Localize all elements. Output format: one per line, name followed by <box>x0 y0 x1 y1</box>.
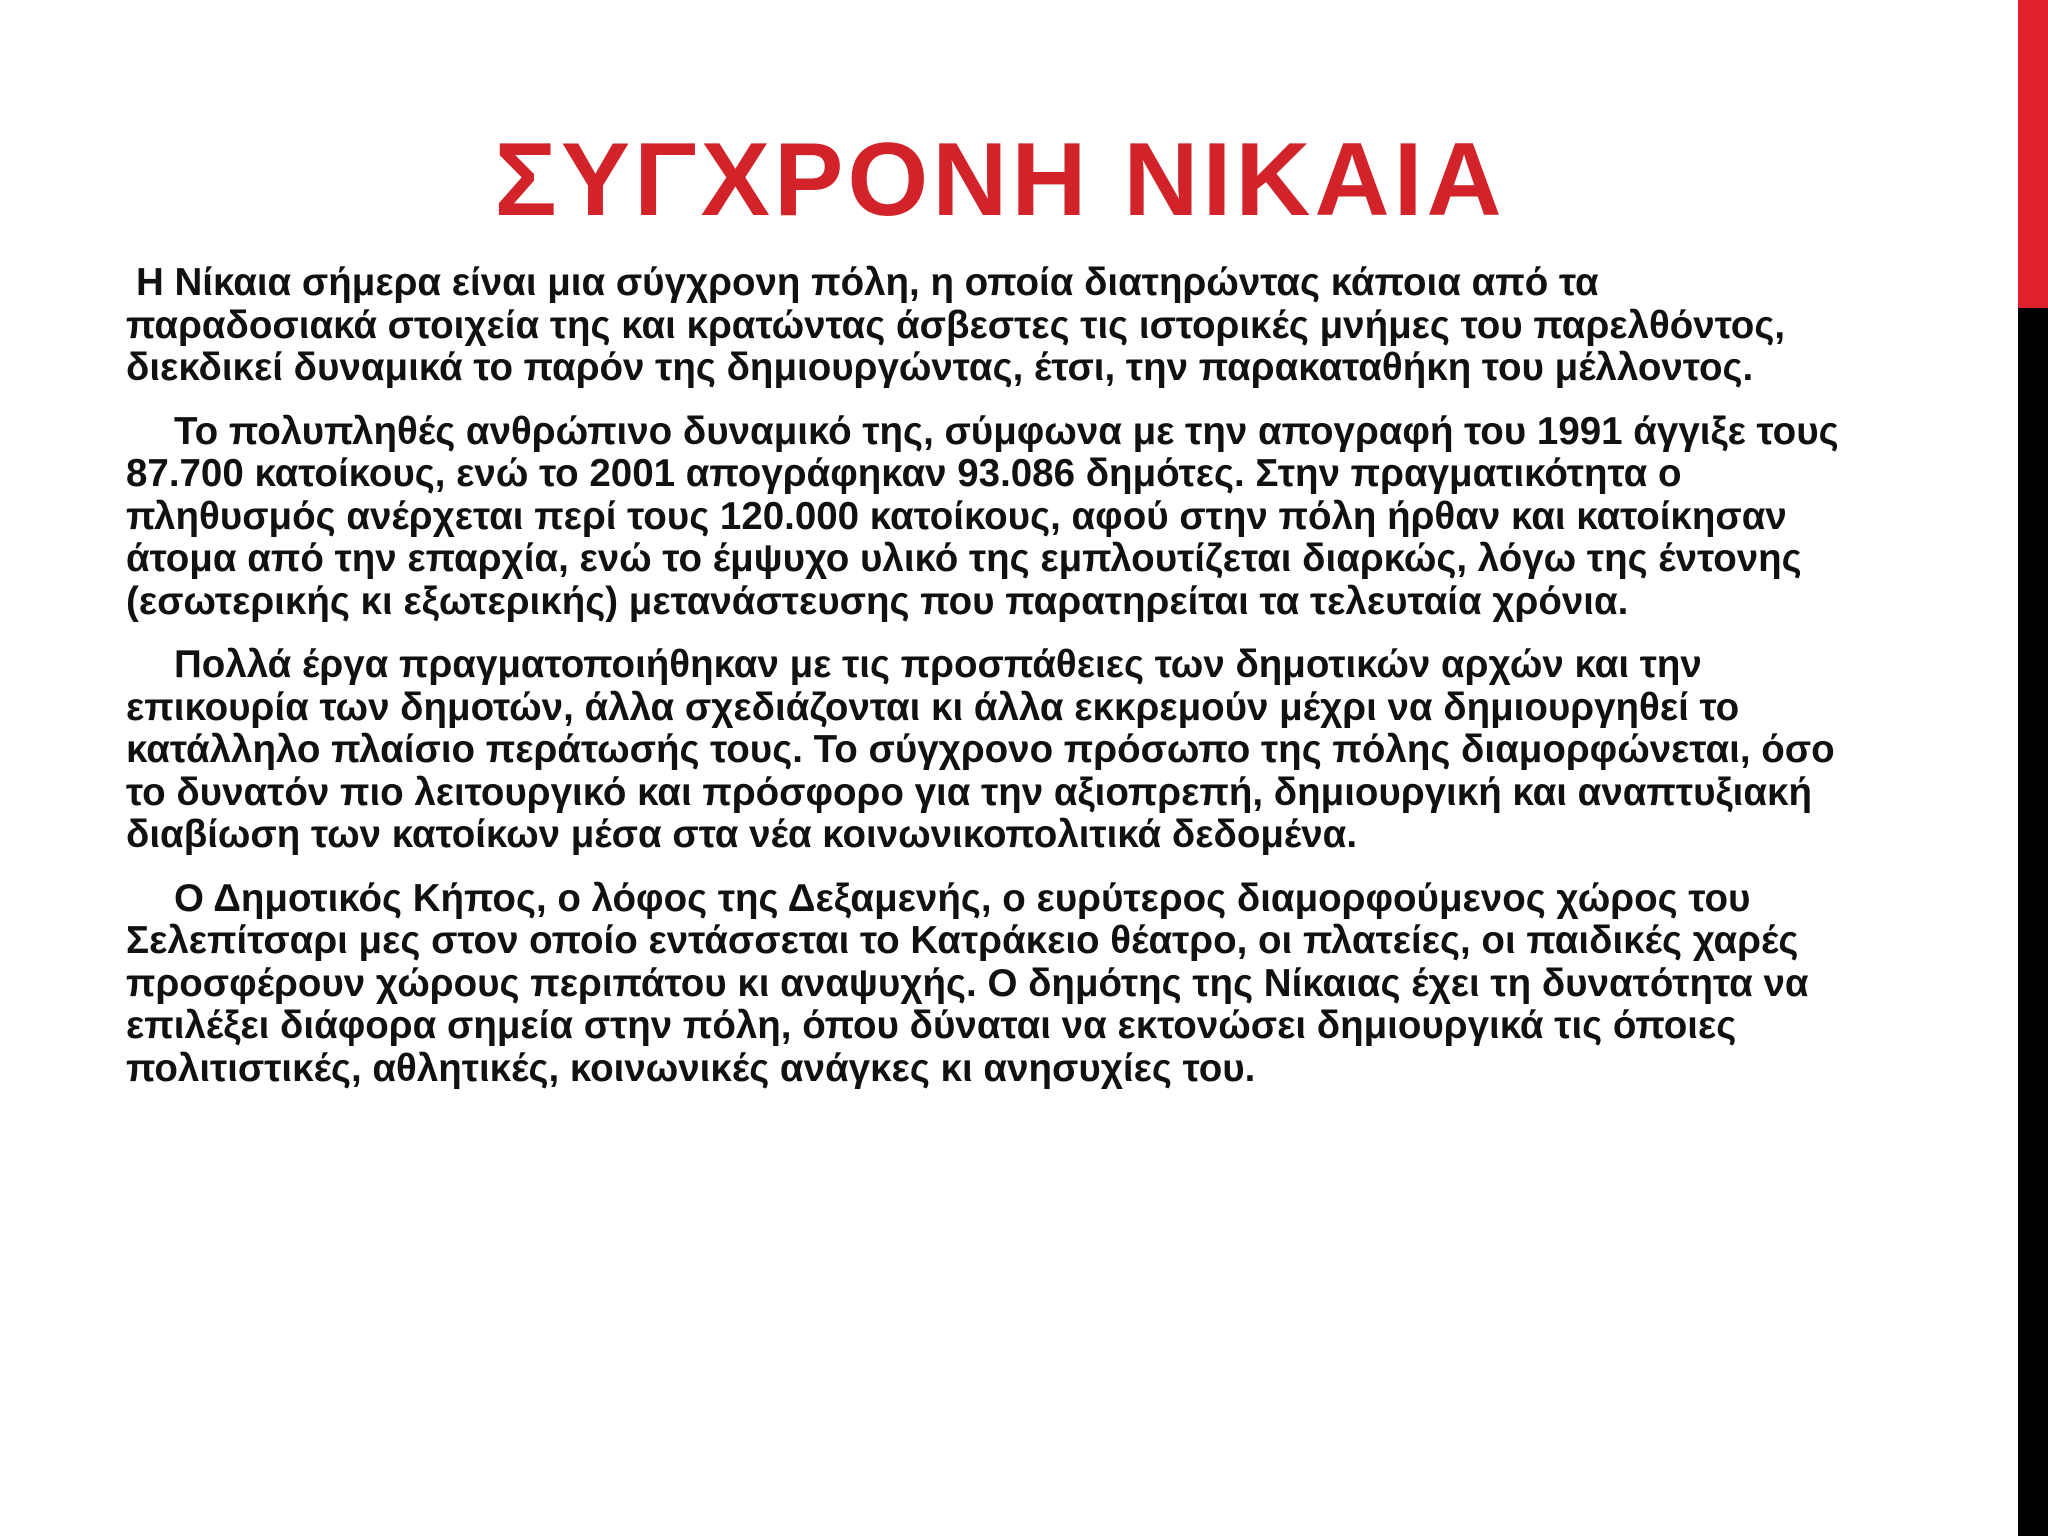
side-accent-bar-red <box>2018 0 2048 308</box>
side-accent-bar-black <box>2018 308 2048 1536</box>
paragraph-intro: Η Νίκαια σήμερα είναι μια σύγχρονη πόλη, η οποία διατηρώντας κάποια από τα παραδοσιακά στοιχεία της και κρατώντας άσβεστες τις ιστορικές μνήμες του παρελθόντος, διεκδικεί δυναμικά το παρόν της δημιουργώντας, έτσι, την παρακαταθήκη του μέλλοντος. <box>126 261 1786 389</box>
paragraph-projects: Πολλά έργα πραγματοποιήθηκαν με τις προσπάθειες των δημοτικών αρχών και την επικουρία των δημοτών, άλλα σχεδιάζονται κι άλλα εκκρεμούν μέχρι να δημιουργηθεί το κατάλληλο πλαίσιο περάτωσής τους. Το σύγχρονο πρόσωπο της πόλης διαμορφώνεται, όσο το δυνατόν πιο λειτουργικό και πρόσφορο για την αξιοπρεπή, δημιουργική και αναπτυξιακή διαβίωση των κατοίκων μέσα στα νέα κοινωνικοπολιτικά δεδομένα. <box>126 643 1835 856</box>
slide-title: ΣΥΓΧΡΟΝΗ ΝΙΚΑΙΑ <box>494 122 1506 238</box>
paragraph-public-spaces: Ο Δημοτικός Κήπος, ο λόφος της Δεξαμενής, ο ευρύτερος διαμορφούμενος χώρος του Σελεπίτσαρι μες στον οποίο εντάσσεται το Κατράκειο θέατρο, οι πλατείες, οι παιδικές χαρές προσφέρουν χώρους περιπάτου κι αναψυχής. Ο δημότης της Νίκαιας έχει τη δυνατότητα να επιλέξει διάφορα σημεία στην πόλη, όπου δύναται να εκτονώσει δημιουργικά τις όποιες πολιτιστικές, αθλητικές, κοινωνικές ανάγκες κι ανησυχίες του. <box>126 876 1809 1090</box>
paragraph-population: Το πολυπληθές ανθρώπινο δυναμικό της, σύμφωνα με την απογραφή του 1991 άγγιξε τους 87.700 κατοίκους, ενώ το 2001 απογράφηκαν 93.086 δημότες. Στην πραγματικότητα ο πληθυσμός ανέρχεται περί τους 120.000 κατοίκους, αφού στην πόλη ήρθαν και κατοίκησαν άτομα από την επαρχία, ενώ το έμψυχο υλικό της εμπλουτίζεται διαρκώς, λόγω της έντονης (εσωτερικής κι εξωτερικής) μετανάστευσης που παρατηρείται τα τελευταία χρόνια. <box>126 409 1839 623</box>
body-text <box>126 262 1846 1111</box>
